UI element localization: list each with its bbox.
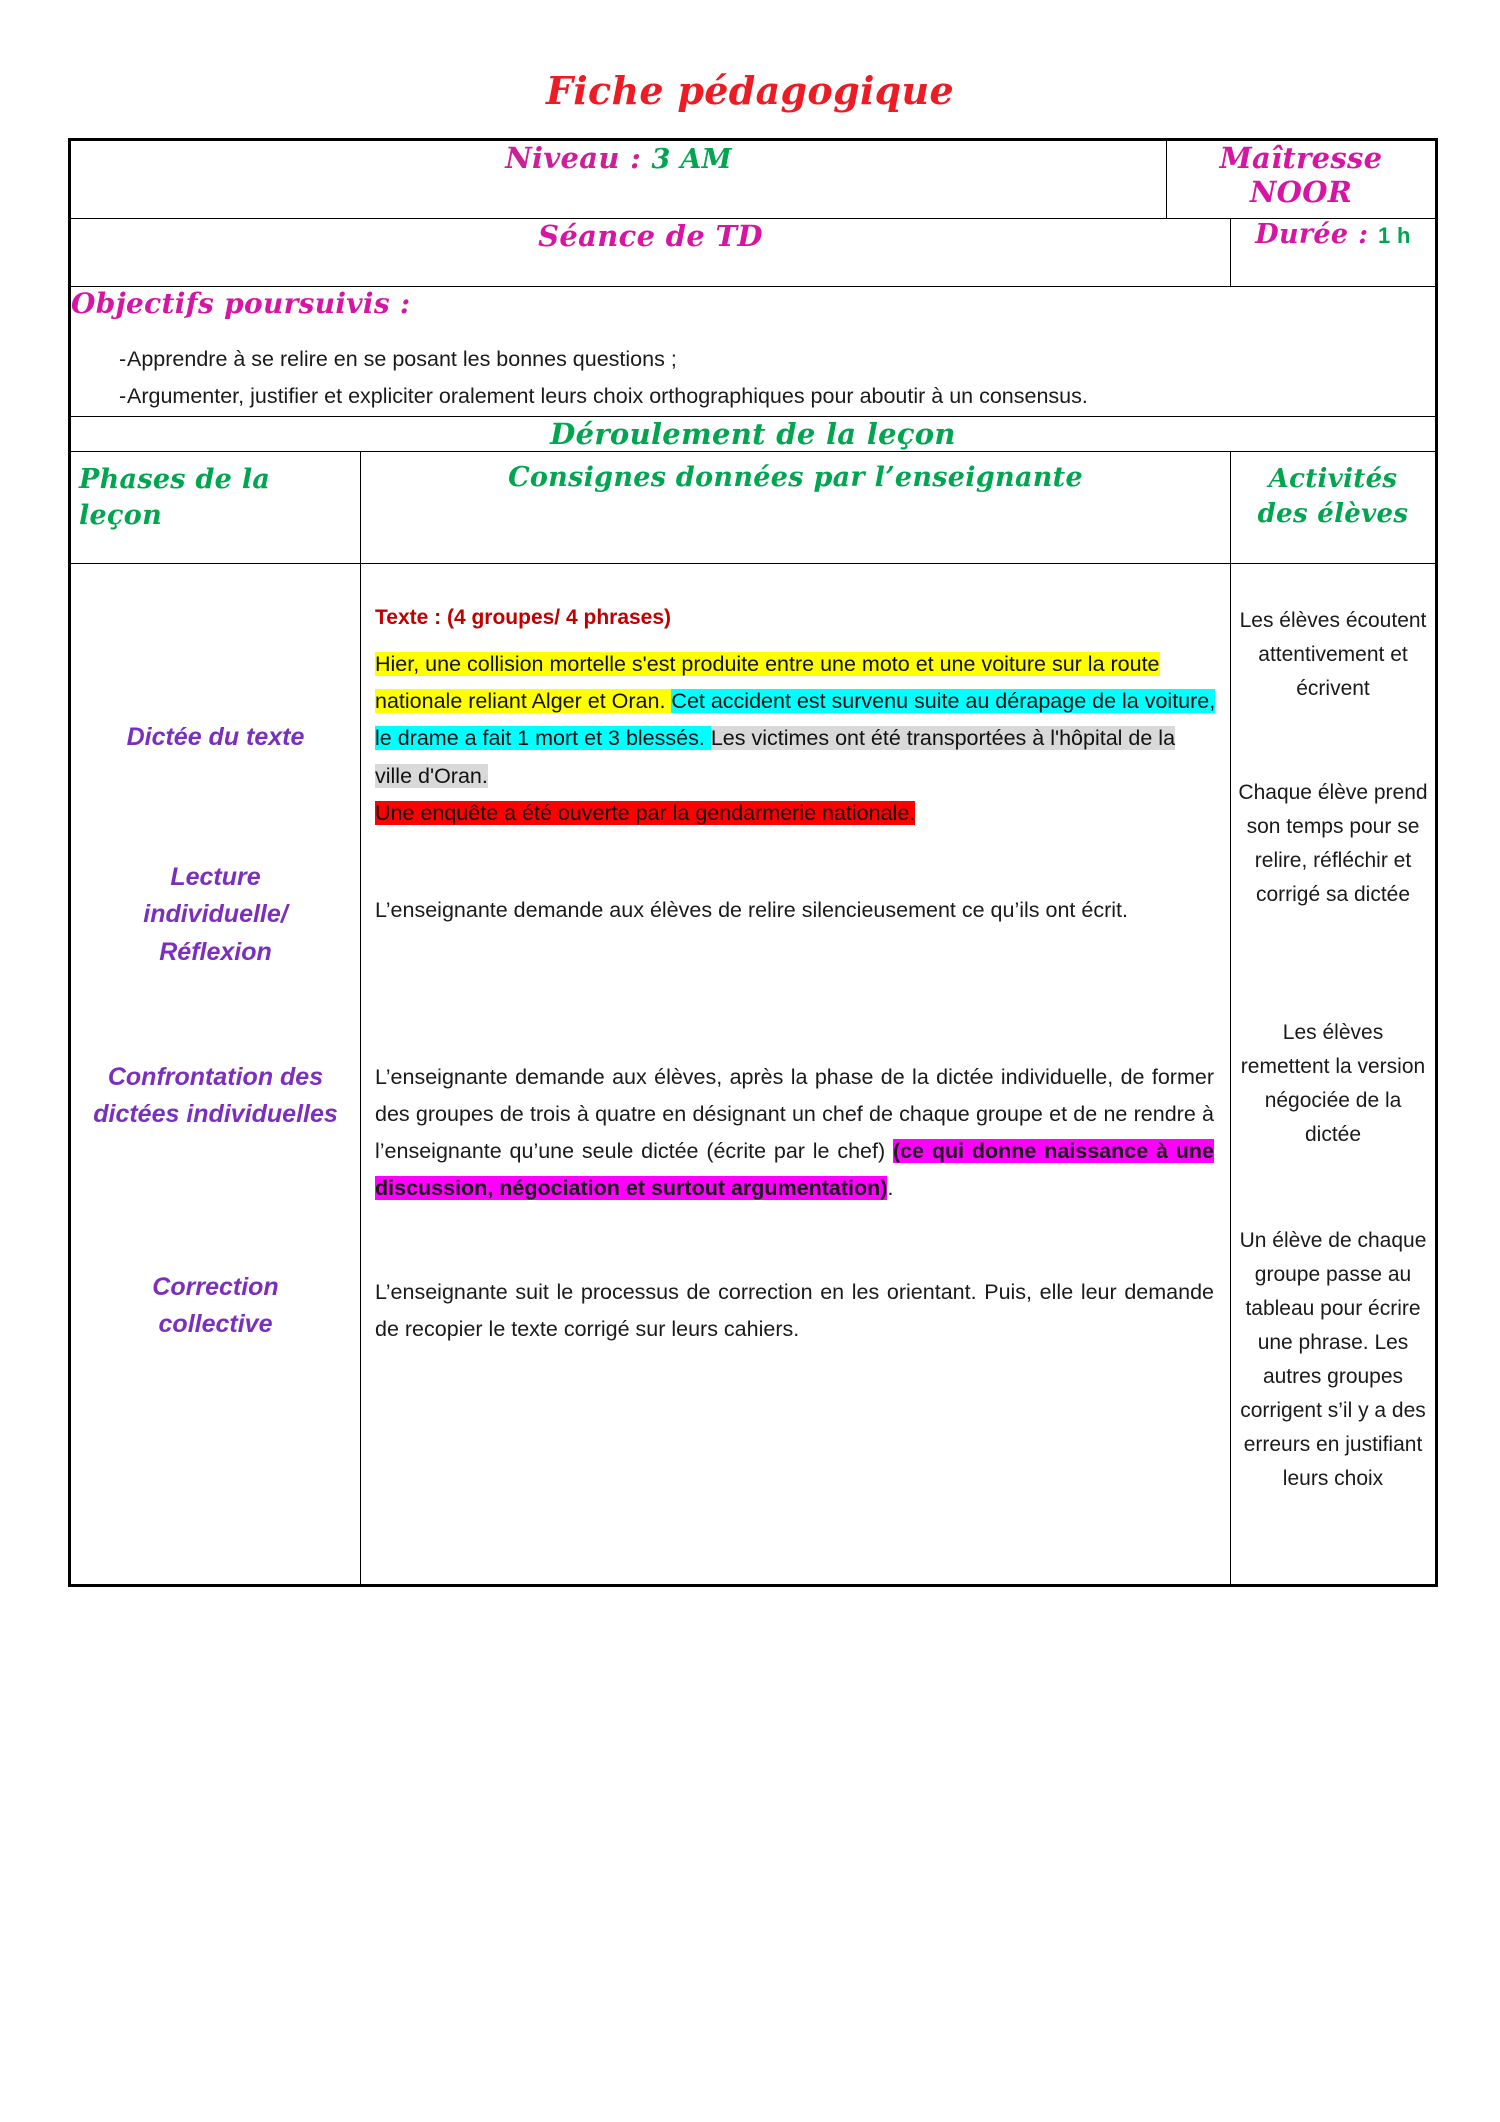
table-row-objectives [71, 287, 1436, 417]
cell-niveau [71, 141, 1167, 219]
dictation-heading: Texte : (4 groupes/ 4 phrases) [375, 605, 672, 629]
dictation-sentence-3: Les victimes ont été transportées à l'hôpital de la ville d'Oran. [375, 726, 1176, 788]
phase-label-confrontation: Confrontation des dictées individuelles [93, 1062, 338, 1129]
cell-activites [1231, 563, 1436, 1584]
bullet-dash: - [119, 347, 127, 371]
phase-label-correction: Correction collective [152, 1272, 279, 1339]
dictation-block [375, 606, 1216, 833]
cell-seance: Séance de TD [71, 219, 1231, 287]
table-row-level [71, 141, 1436, 219]
cell-phases [71, 563, 361, 1584]
cell-teacher: Maîtresse NOOR [1167, 141, 1436, 219]
cell-duration [1231, 219, 1436, 287]
confrontation-text-part1: L’enseignante demande aux élèves, après la phase de la dictée individuelle, de former des groupes de trois à quatre en désignant un chef de chaque groupe et de ne rendre à l’enseignante qu’une seule dictée (écrite par le chef) [375, 1064, 1214, 1163]
dictation-sentence-1: Hier, une collision mortelle s'est produite entre une moto et une voiture sur la route nationale reliant Alger et Oran. [375, 651, 1160, 714]
activity-4: Un élève de chaque groupe passe au tableau pour écrire une phrase. Les autres groupes corrigent s’il y a des erreurs en justifiant leurs choix [1239, 1228, 1427, 1490]
confrontation-text-end: . [887, 1175, 894, 1200]
list-item [71, 342, 1435, 377]
phase-label-dictee: Dictée du texte [126, 722, 305, 751]
duree-value: 1 h [1378, 223, 1411, 248]
bullet-dash: - [119, 383, 127, 408]
table-row-session [71, 219, 1436, 287]
lesson-plan-table [68, 138, 1438, 1587]
phase-label-lecture: Lecture individuelle/ Réflexion [143, 862, 288, 966]
dictation-sentence-2: Cet accident est survenu suite au dérapage de la voiture, le drame a fait 1 mort et 3 blessés. [375, 689, 1216, 751]
activity-1: Les élèves écoutent attentivement et écrivent [1239, 608, 1427, 700]
table-body-row [71, 563, 1436, 1584]
activity-2: Chaque élève prend son temps pour se relire, réfléchir et corrigé sa dictée [1238, 780, 1428, 906]
cell-objectives [71, 287, 1436, 417]
column-header-activites: Activités des élèves [1231, 451, 1436, 563]
section-title-deroulement: Déroulement de la leçon [71, 416, 1436, 451]
cell-consignes [361, 563, 1231, 1584]
page-title: Fiche pédagogique [546, 68, 954, 113]
column-header-phases: Phases de la leçon [71, 451, 361, 563]
instruction-lecture: L’enseignante demande aux élèves de relire silencieusement ce qu’ils ont écrit. [375, 897, 1128, 922]
list-item [71, 379, 1435, 414]
instruction-correction: L’enseignante suit le processus de correction en les orientant. Puis, elle leur demande de recopier le texte corrigé sur leurs cahiers. [375, 1279, 1214, 1341]
duree-label: Durée : [1255, 219, 1369, 250]
activity-3: Les élèves remettent la version négociée de la dictée [1240, 1020, 1426, 1146]
column-header-consignes: Consignes données par l’enseignante [361, 451, 1231, 563]
table-row-section-title [71, 416, 1436, 451]
niveau-label: Niveau : [505, 141, 642, 175]
table-header-row [71, 451, 1436, 563]
objectives-list [71, 342, 1435, 414]
dictation-text [375, 646, 1216, 833]
niveau-value: 3 AM [651, 144, 732, 175]
objectives-title: Objectifs poursuivis : [71, 287, 411, 320]
objective-text: Apprendre à se relire en se posant les bonnes questions ; [127, 347, 677, 371]
instruction-confrontation [375, 1059, 1214, 1207]
dictation-sentence-4: Une enquête a été ouverte par la gendarmerie nationale. [375, 801, 916, 826]
objective-text: Argumenter, justifier et expliciter oralement leurs choix orthographiques pour aboutir à un consensus. [127, 383, 1088, 408]
confrontation-highlighted: (ce qui donne naissance à une discussion, négociation et surtout argumentation) [375, 1138, 1214, 1200]
